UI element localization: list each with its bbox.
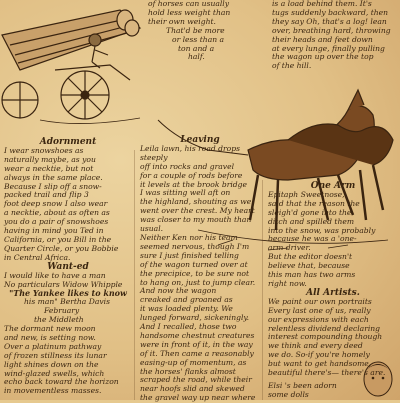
text-line: wear a necktie, but not <box>4 163 94 173</box>
text-line: over, breathing hard, throwing <box>272 25 391 35</box>
text-line: sure I just finished telling <box>140 250 239 260</box>
text-line: usual. <box>140 224 164 234</box>
text-line: easing-up of momentum, as <box>140 357 247 367</box>
column-right <box>268 182 398 400</box>
text-line: sleigh'd gone into the <box>268 207 352 217</box>
article-wagon-continued <box>272 0 400 71</box>
text-line: interest compounding though <box>268 332 383 342</box>
text-line: believe that, because <box>268 261 350 271</box>
text-line: Because I slip off a snow- <box>4 181 102 191</box>
text-line: you do a pair of snowshoes <box>4 217 109 227</box>
text-line: Over a platinum pathway <box>4 341 102 351</box>
text-line: at every lunge, finally pulling <box>272 43 385 53</box>
top-fragment <box>148 0 268 62</box>
text-line: his man" Bertha Davis <box>24 297 110 307</box>
text-line: scraped the road, while their <box>140 375 252 385</box>
text-line: we do. So-if you're homely <box>268 350 370 360</box>
text-line: always in the same place. <box>4 172 103 182</box>
text-line: We paint our own portraits <box>268 296 372 306</box>
text-line: ton and a <box>178 43 215 53</box>
text-line: Neither Ken nor his team <box>140 232 238 242</box>
text-line: That'd be more <box>166 25 225 35</box>
text-line: the horses' flanks almost <box>140 366 236 376</box>
column-rule <box>134 150 135 400</box>
text-line: seemed nervous, though I'm <box>140 241 250 251</box>
yankee-heading: "The Yankee likes to know <box>9 288 127 299</box>
text-line: having in mind you Ted in <box>4 226 104 236</box>
text-line: half. <box>188 52 205 62</box>
text-line: of it. Then came a reasonably <box>140 348 254 358</box>
text-line: I was sitting well aft on <box>140 188 231 198</box>
text-line: but want to get handsome, <box>268 359 372 369</box>
text-line: lunged forward, sickeningly. <box>140 313 250 323</box>
text-line: of horses can usually <box>148 0 230 8</box>
text-line: Quarter Circle, or you Bobbie <box>4 243 119 253</box>
leaving-heading: Leaving <box>180 135 220 145</box>
text-line: packed trail and flip 3 <box>4 190 89 200</box>
text-line: handsome chestnut creatures <box>140 330 255 340</box>
text-line: we think and every deed <box>268 341 363 351</box>
column-middle <box>140 136 260 403</box>
text-line: their own weight. <box>148 16 216 26</box>
text-line: the Middleth <box>34 315 84 325</box>
text-line: some dolls <box>268 389 309 399</box>
text-line: ditch and spilled them <box>268 216 355 226</box>
text-line: light shines down on the <box>4 359 99 369</box>
text-line: the gravel way up near where <box>140 393 256 403</box>
text-line: into the snow, was probably <box>268 225 376 235</box>
text-line: And I recalled, those two <box>140 322 237 332</box>
text-line: of frozen stillness its lunar <box>4 350 107 360</box>
text-line: a necktie, about as often as <box>4 208 110 218</box>
text-line: the precipice, to be sure not <box>140 268 250 278</box>
text-line: the wagon up over the top <box>272 52 374 62</box>
text-line: is a load behind them. It's <box>272 0 372 8</box>
text-line: California, or you Bill in the <box>4 234 112 244</box>
text-line: The dormant new moon <box>4 324 96 334</box>
text-line: But the editor doesn't <box>268 252 353 262</box>
text-line: wind-glazed swells, which <box>4 368 105 378</box>
text-line: our expressions with each <box>268 314 369 324</box>
text-line: to hang on, just to jump clear. <box>140 277 256 287</box>
text-line: naturally maybe, as you <box>4 154 96 164</box>
text-line: foot deep snow I also wear <box>4 199 108 209</box>
text-line: hold less weight than <box>148 7 231 17</box>
text-line: creaked and groaned as <box>140 295 233 305</box>
text-line: went over the crest. My heart <box>140 206 255 216</box>
text-line: No particulars Widow Whipple <box>4 279 123 289</box>
text-line: for a couple of rods before <box>140 170 243 180</box>
text-line: was closer to my mouth than <box>140 215 252 225</box>
text-line: were in front of it, in the way <box>140 339 253 349</box>
column-left <box>4 138 132 396</box>
text-line: their heads and feet down <box>272 34 373 44</box>
text-line: February <box>44 306 80 316</box>
text-line: Leila lawn, his road drops steeply <box>140 143 240 162</box>
text-line: beautiful there's— there's are. <box>268 368 386 378</box>
text-line: it levels at the brook bridge <box>140 179 247 189</box>
text-line: because he was a 'one- <box>268 234 357 244</box>
text-line: echo back toward the horizon <box>4 377 119 387</box>
text-line: or less than a <box>172 34 225 44</box>
text-line: of the wagon turned over at <box>140 259 248 269</box>
wanted-heading: Want-ed <box>47 261 89 272</box>
text-line: of the hill. <box>272 61 312 71</box>
text-line: this man has two arms <box>268 270 356 280</box>
text-line: Epitaph Sweetnose, <box>268 189 345 199</box>
text-line: off into rocks and gravel <box>140 161 235 171</box>
text-line: arm driver. <box>268 243 311 253</box>
text-line: And now the wagon <box>140 286 217 296</box>
text-line: relentless dividend declaring <box>268 323 381 333</box>
logging-wagon-illustration <box>0 0 150 135</box>
text-line: Elsi 's been adorn <box>268 380 337 390</box>
text-line: they say Oh, that's a log! lean <box>272 16 387 26</box>
one-arm-heading: One Arm <box>310 181 356 191</box>
text-line: it was loaded plenty. We <box>140 304 233 314</box>
text-line: I wear snowshoes as <box>4 145 84 155</box>
text-line: the highland, shouting as we <box>140 197 252 207</box>
text-line: I would like to have a man <box>4 270 106 280</box>
text-line: Every last one of us, really <box>268 305 371 315</box>
text-line: tugs suddenly backward, then <box>272 7 389 17</box>
text-line: near hoofs slid and skewed <box>140 384 245 394</box>
text-line: in Central Africa. <box>4 252 71 262</box>
all-artists-heading: All Artists. <box>306 287 360 298</box>
adornment-heading: Adornment <box>39 137 97 147</box>
text-line: said that the reason the <box>268 198 360 208</box>
text-line: and new, is setting now. <box>4 332 96 342</box>
text-line: in movementless masses. <box>4 386 102 396</box>
text-line: right now. <box>268 278 307 288</box>
